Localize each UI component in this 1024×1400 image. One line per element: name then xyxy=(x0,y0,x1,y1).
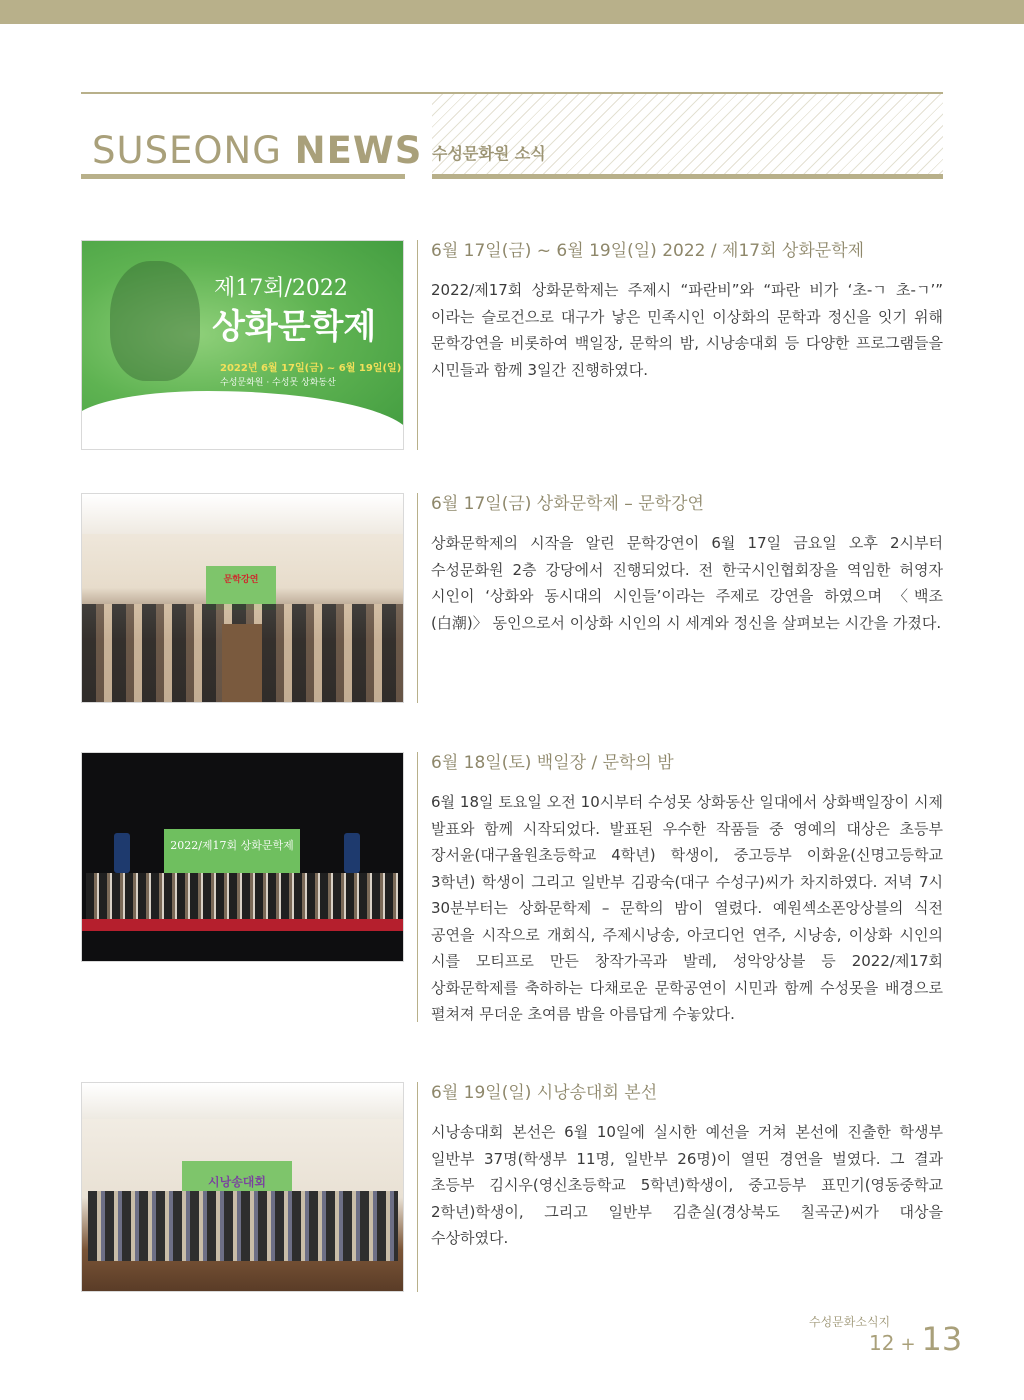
page-separator: + xyxy=(900,1334,916,1355)
poster-dates: 2022년 6월 17일(금) ~ 6월 19일(일) xyxy=(220,363,402,374)
brand-light-text: SUSEONG xyxy=(92,129,282,172)
stage-photo xyxy=(81,752,404,962)
news-item-body: 2022/제17회 상화문학제는 주제시 “파란비”와 “파란 비가 ‘초-ㄱ 초-ㄱ’” 이라는 슬로건으로 대구가 낳은 민족시인 이상화의 문학과 정신을 잇기 위해 문학강연을 비롯하여 백일장, 문학의 밤, 시낭송대회 등 다양한 프로그램들을 시민들과 함께 3일간 진행하였다. xyxy=(431,281,943,379)
poster-edition: 제17회/2022 xyxy=(214,276,348,301)
page-number-left: 12 xyxy=(869,1331,895,1355)
section-divider xyxy=(417,493,418,703)
brand-bold-text: NEWS xyxy=(294,129,423,172)
recitation-group-photo xyxy=(81,1082,404,1292)
screen-text: 시낭송대회 xyxy=(208,1175,266,1189)
news-item-body: 6월 18일 토요일 오전 10시부터 수성못 상화동산 일대에서 상화백일장이 시제 발표와 함께 시작되었다. 발표된 우수한 작품들 중 영예의 대상은 초등부 장서윤(대구율원초등학교 4학년) 학생이, 중고등부 이화윤(신명고등학교 3학년) 학생이 그리고 일반부 김광숙(대구 수성구)씨가 차지하였다. 저녁 7시 30분부터는 상화문학제 – 문학의 밤이 열렸다. 예원섹소폰앙상블의 식전 공연을 시작으로 개회식, 주제시낭송, 아코디언 연주, 시낭송, 이상화 시인의 시를 모티프로 만든 창작가곡과 발레, 성악앙상블 등 2022/제17회 상화문학제를 축하하는 다채로운 문학공연이 시민과 함께 수성못을 배경으로 펼쳐져 무더운 초여름 밤을 아름답게 수놓았다. xyxy=(431,793,943,1023)
lantern-right xyxy=(344,833,360,873)
aisle xyxy=(222,624,262,703)
ceiling xyxy=(82,1083,403,1119)
section-brand-title xyxy=(92,128,422,174)
header-bottom-rule-right xyxy=(432,174,943,179)
festival-poster-image xyxy=(81,240,404,450)
lantern-left xyxy=(114,833,130,873)
screen-text: 문학강연 xyxy=(223,575,259,585)
magazine-name: 수성문화소식지 xyxy=(809,1315,891,1329)
ceiling xyxy=(82,494,403,534)
group-on-stage xyxy=(86,873,398,921)
news-item-title: 6월 19일(일) 시낭송대회 본선 xyxy=(431,1083,658,1103)
news-item-title: 6월 17일(금) 상화문학제 – 문학강연 xyxy=(431,494,704,514)
page-numbers xyxy=(869,1320,962,1358)
page-number-right: 13 xyxy=(921,1320,963,1358)
section-divider xyxy=(417,1082,418,1292)
banner-text: 2022/제17회 상화문학제 xyxy=(170,839,294,852)
news-item-body: 상화문학제의 시작을 알린 문학강연이 6월 17일 금요일 오후 2시부터 수성문화원 2층 강당에서 진행되었다. 전 한국시인협회장을 역임한 허영자 시인이 ‘상화와 동시대의 시인들’이라는 주제로 강연을 하였으며 〈백조(白潮)〉 동인으로서 이상화 시인의 시 세계와 정신을 살펴보는 시간을 가졌다. xyxy=(431,534,943,632)
header-bottom-rule-left xyxy=(81,174,405,179)
ink-wash-shape xyxy=(81,391,404,450)
poet-portrait xyxy=(110,261,200,381)
red-carpet xyxy=(82,919,403,931)
poster-title: 상화문학제 xyxy=(212,307,377,347)
poster-hosts: 수성문화원 · 수성못 상화동산 xyxy=(220,378,336,388)
news-item-body: 시낭송대회 본선은 6월 10일에 실시한 예선을 거쳐 본선에 진출한 학생부 일반부 37명(학생부 11명, 일반부 26명)이 열띤 경연을 벌였다. 그 결과 초등부 김시우(영신초등학교 5학년)학생이, 중고등부 표민기(영동중학교 2학년)학생이, 그리고 일반부 김춘실(경상북도 칠곡군)씨가 대상을 수상하였다. xyxy=(431,1123,943,1247)
lecture-photo xyxy=(81,493,404,703)
brand-subtitle: 수성문화원 소식 xyxy=(432,144,546,163)
news-item-title: 6월 17일(금) ~ 6월 19일(일) 2022 / 제17회 상화문학제 xyxy=(431,241,865,261)
top-accent-bar xyxy=(0,0,1024,24)
section-divider xyxy=(417,752,418,1022)
news-item-title: 6월 18일(토) 백일장 / 문학의 밤 xyxy=(431,753,674,773)
contest-participants xyxy=(88,1191,398,1261)
section-divider xyxy=(417,240,418,450)
